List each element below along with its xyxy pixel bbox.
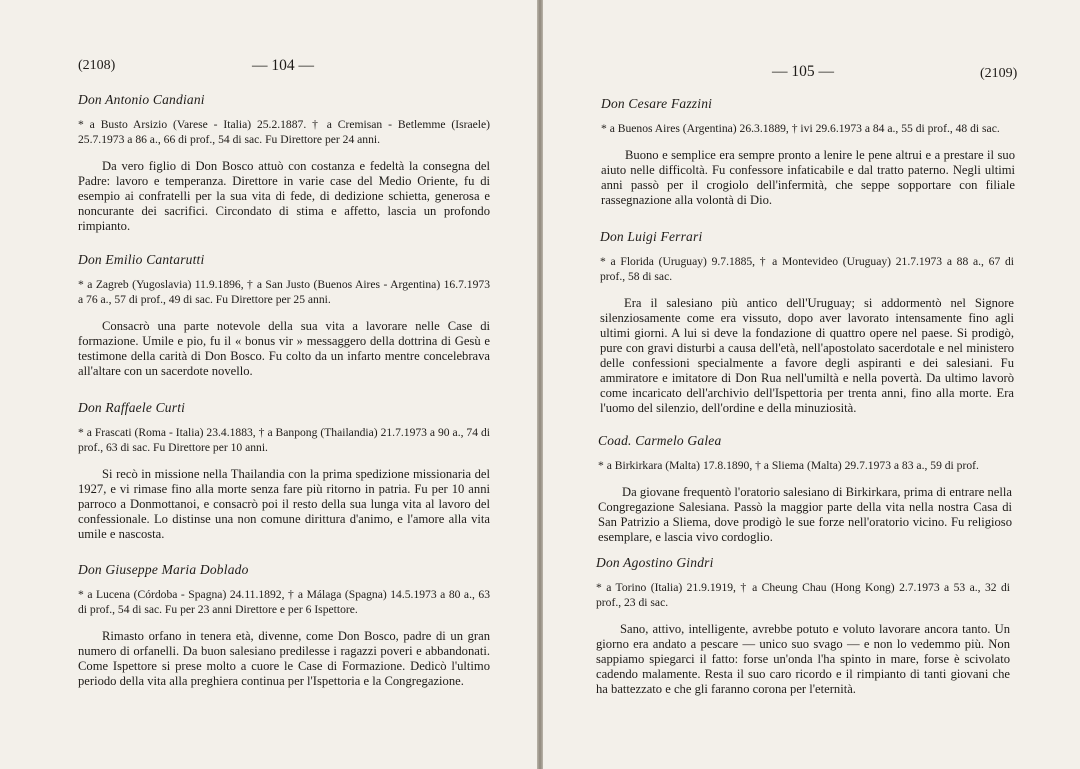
- catalog-number: (2108): [78, 58, 116, 73]
- bio-line: * a Florida (Uruguay) 9.7.1885, † a Montevideo (Uruguay) 21.7.1973 a 88 a., 67 di prof., 58 di sac.: [600, 255, 1014, 283]
- person-name: Don Antonio Candiani: [78, 92, 205, 107]
- person-name: Don Luigi Ferrari: [600, 229, 703, 244]
- page-number: — 104 —: [252, 57, 314, 74]
- bio-line: * a Lucena (Córdoba - Spagna) 24.11.1892, † a Málaga (Spagna) 14.5.1973 a 80 a., 63 di prof., 54 di sac. Fu per 23 anni Direttore e per 6 Ispettore.: [78, 588, 490, 616]
- obituary-text: Sano, attivo, intelligente, avrebbe potuto e voluto lavorare ancora tanto. Un giorno era andato a pescare — unico suo svago — e non lo vedemmo più. Non sappiamo spiegarci il fatto: forse un'onda l'ha spinto in mare, forse è scivolato cadendo malamente. Resta il suo caro ricordo e il rimpianto di tanti giovani che ha battezzato e che gli faranno corona per l'eternità.: [596, 622, 1010, 696]
- left-page: [0, 0, 537, 769]
- bio-line: * a Torino (Italia) 21.9.1919, † a Cheung Chau (Hong Kong) 2.7.1973 a 53 a., 32 di prof., 23 di sac.: [596, 581, 1010, 609]
- bio-line: * a Buenos Aires (Argentina) 26.3.1889, † ivi 29.6.1973 a 84 a., 55 di prof., 48 di sac.: [601, 122, 1000, 135]
- obituary-text: Era il salesiano più antico dell'Uruguay; si addormentò nel Signore silenziosamente come era vissuto, dopo aver lavorato intensamente fino agli ultimi giorni. A lui si deve la fondazione di quattro opere nel paese. Si prodigò, pure con gravi disturbi a causa dell'età, nell'apostolato sacerdotale e nel ministero delle confessioni specialmente a favore degli aspiranti e dei salesiani. Fu ammiratore e imitatore di Don Rua nell'umiltà e nella povertà. Da ultimo lavorò come incaricato dell'archivio dell'Ispettoria per trenta anni, fino alla morte. Era l'uomo del silenzio, dell'ordine e della minuziosità.: [600, 296, 1014, 415]
- bio-line: * a Frascati (Roma - Italia) 23.4.1883, † a Banpong (Thailandia) 21.7.1973 a 90 a., 74 di prof., 63 di sac. Fu Direttore per 10 anni.: [78, 426, 490, 454]
- catalog-number: (2109): [980, 66, 1018, 81]
- obituary-entry: [598, 433, 1012, 545]
- person-name: Don Cesare Fazzini: [601, 96, 713, 111]
- person-name: Don Emilio Cantarutti: [78, 252, 205, 267]
- bio-line: * a Birkirkara (Malta) 17.8.1890, † a Sliema (Malta) 29.7.1973 a 83 a., 59 di prof.: [598, 459, 979, 472]
- obituary-entry: [78, 562, 490, 689]
- obituary-entry: [596, 555, 1010, 697]
- obituary-entry: [600, 229, 1014, 416]
- obituary-entry: [78, 92, 490, 234]
- person-name: Don Agostino Gindri: [596, 555, 714, 570]
- obituary-text: Rimasto orfano in tenera età, divenne, come Don Bosco, padre di un gran numero di orfanelli. Da buon salesiano predilesse i ragazzi poveri e abbandonati. Come Ispettore si prese molto a cuore le Case di Formazione. Dedicò l'ultimo periodo della vita alla preghiera continua per l'Ispettoria e la Congregazione.: [78, 629, 490, 688]
- obituary-entry: [78, 400, 490, 542]
- person-name: Don Giuseppe Maria Doblado: [78, 562, 249, 577]
- right-page: [543, 0, 1080, 769]
- bio-line: * a Zagreb (Yugoslavia) 11.9.1896, † a San Justo (Buenos Aires - Argentina) 16.7.1973 a 76 a., 57 di prof., 49 di sac. Fu Direttore per 25 anni.: [78, 278, 490, 306]
- obituary-entry: [601, 96, 1015, 208]
- page-number: — 105 —: [772, 63, 834, 80]
- obituary-text: Buono e semplice era sempre pronto a lenire le pene altrui e a prestare il suo aiuto nelle difficoltà. Fu confessore infaticabile e dal tratto paterno. Negli ultimi anni passò per il crogiolo dell'infermità, che seppe sopportare con filiale rassegnazione alla volontà di Dio.: [601, 148, 1015, 207]
- person-name: Coad. Carmelo Galea: [598, 433, 722, 448]
- obituary-text: Da vero figlio di Don Bosco attuò con costanza e fedeltà la consegna del Padre: lavoro e temperanza. Direttore in varie case del Medio Oriente, fu di esempio ai confratelli per la sua vita di fede, di dedizione schietta, generosa e noncurante dei sacrifici. Circondato di stima e affetto, lascia un profondo rimpianto.: [78, 159, 490, 233]
- obituary-text: Si recò in missione nella Thailandia con la prima spedizione missionaria del 1927, e vi rimase fino alla morte senza fare più ritorno in patria. Fu per 10 anni parroco a Donmottanoi, e consacrò poi il resto della sua lunga vita al lavoro del confessionale. Lo distinse una non comune dirittura d'animo, e l'amore alla vita umile e nascosta.: [78, 467, 490, 541]
- person-name: Don Raffaele Curti: [78, 400, 186, 415]
- bio-line: * a Busto Arsizio (Varese - Italia) 25.2.1887. † a Cremisan - Betlemme (Israele) 25.7.1973 a 86 a., 66 di prof., 54 di sac. Fu Direttore per 24 anni.: [78, 118, 490, 146]
- obituary-text: Consacrò una parte notevole della sua vita a lavorare nelle Case di formazione. Umile e pio, fu il « bonus vir » messaggero della dottrina di Gesù e testimone della carità di Don Bosco. Fu colto da un infarto mentre concelebrava all'altare con un sacerdote novello.: [78, 319, 490, 378]
- obituary-text: Da giovane frequentò l'oratorio salesiano di Birkirkara, prima di entrare nella Congregazione Salesiana. Passò la maggior parte della vita nella nostra Casa di San Patrizio a Sliema, dove prodigò le sue forze nell'oratorio vicino. Fu religioso esemplare, e lascia vivo cordoglio.: [598, 485, 1012, 544]
- obituary-entry: [78, 252, 490, 379]
